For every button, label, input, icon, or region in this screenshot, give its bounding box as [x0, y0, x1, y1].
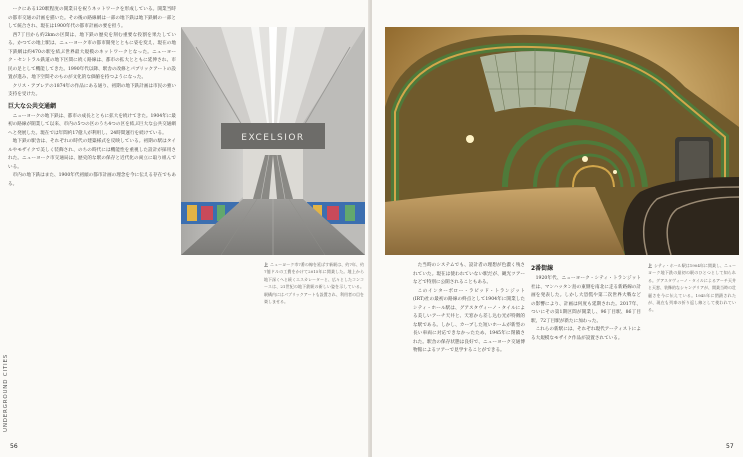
paragraph: 地下鉄の駅舎は、それぞれの時代の建築様式を反映している。初期の駅はタイルやモザイクで美しく装飾され、のちの時代には機能性を重視した設計が採用された。ニューヨーク市交通局は、歴史的な駅の保存と近代化の両立に取り組んでいる。	[8, 139, 176, 170]
paragraph: 1920年代、ニューヨーク・シティ・トランジット社は、マンハッタン島の東側を南北に走る新路線の計画を発表した。しかし大恐慌や第二次世界大戦などの影響により、計画は何度も延期された。2017年、ついにその第1期区間が開業し、96丁目駅、86丁目駅、72丁目駅が新たに加わった。	[531, 276, 641, 324]
paragraph: 市内の地下鉄はまた、1900年代初頭の都市計画の理念を今に伝える存在でもある。	[8, 173, 176, 187]
subway-station-photo	[181, 27, 365, 255]
city-hall-station-photo	[385, 27, 739, 255]
caption-text: ニューヨーク市7番の線を延ばす新駅は、約7年、約7億ドルの工費をかけて2015年に開業した。地上から地下深くへと続くエスカレーターと、広々としたコンコースは、21世紀の地下鉄駅の新しい姿を示している。駅構内にはパブリックアートも設置され、利用者の目を楽しませる。	[264, 262, 364, 305]
paragraph: このインターボロー・ラピッド・トランジット(IRT)社の最初の路線の終点として1904年に開業したシティ・ホール駅は、グアスタヴィーノ・タイルによる美しいアーチ天井と、天窓から差し込む光が特徴的な駅である。しかし、カーブした短いホームが新型の長い車両に対応できなかったため、1945年に閉鎖された。駅舎の保存状態は良好で、ニューヨーク交通博物館によるツアーで見学することができる。	[413, 288, 525, 353]
caption-label: 上	[648, 263, 653, 268]
right-page	[372, 0, 743, 457]
right-column-text-2	[531, 262, 641, 447]
station-illustration	[181, 27, 365, 255]
paragraph: クリス・アブレアの1874年の作品にある通り、初期の地下鉄計画は市民の強い支持を受けた。	[8, 83, 176, 97]
left-photo-caption	[264, 261, 364, 381]
left-page	[0, 0, 370, 457]
paragraph: た当時のシステムでも、設計者の理想が色濃く残されていた。現在は使われていない駅だが、観光ツアーなどで特別に公開されることもある。	[413, 263, 525, 285]
running-section-label: UNDERGROUND CITIES	[3, 353, 9, 432]
page-number-right: 57	[726, 443, 734, 450]
station-sign-text: EXCELSIOR	[241, 133, 305, 143]
section-heading: 2番街線	[531, 265, 554, 272]
page-number-left: 56	[10, 443, 18, 450]
paragraph: これらの新駅には、それぞれ現代アーティストによる大規模なモザイク作品が設置されている。	[531, 327, 641, 341]
paragraph: ニューヨークの地下鉄は、都市の成長とともに拡大を続けてきた。1904年に最初の路線が開業して以来、市内の5つの区のうち4つの区を結ぶ巨大な公共交通網へと発展した。現在では年間約17億人が利用し、24時間運行を続けている。	[8, 113, 176, 136]
right-photo-caption	[648, 262, 736, 382]
paragraph: ークにある120駅程度の開業日を祝うネットワークを形成している。開業当時の都市交通の計画を描いた。その後の路線網は一部の地下鉄は地下鉄網の一部として統合され、現在は1900年代の都市計画の要を担う。	[8, 7, 176, 29]
paragraph: 西7丁目から約2kmの区間は、地下鉄の歴史を刻む重要な役割を果たしている。かつての地上駅は、ニューヨーク市の都市開発とともに姿を変え、現在の地下鉄網は約470の駅を結ぶ世界最大規模のネットワークとなった。ニューヨーク・セントラル鉄道の地下区間に続く路線は、都市の拡大とともに延伸され、市民の足として機能してきた。1990年代以降、駅舎の改修とパブリックアートの設置が進み、地下空間そのものが文化的な価値を持つようになった。	[8, 32, 176, 80]
caption-text: シティ・ホール駅は1904年に開業し、ニューヨーク地下鉄の最初の駅のひとつとして知られる。グアスタヴィーノ・タイルによるアーチ天井と天窓、装飾的なシャンデリアが、開業当時の壮麗さを今に伝えている。1945年に閉鎖されたが、現在も列車の折り返し線として使われている。	[648, 263, 736, 313]
vaulted-station-illustration	[385, 27, 739, 255]
right-column-text-1	[413, 262, 525, 447]
left-column-text	[8, 6, 176, 436]
section-heading: 巨大な公共交通網	[8, 102, 57, 110]
caption-label: 上	[264, 262, 269, 267]
